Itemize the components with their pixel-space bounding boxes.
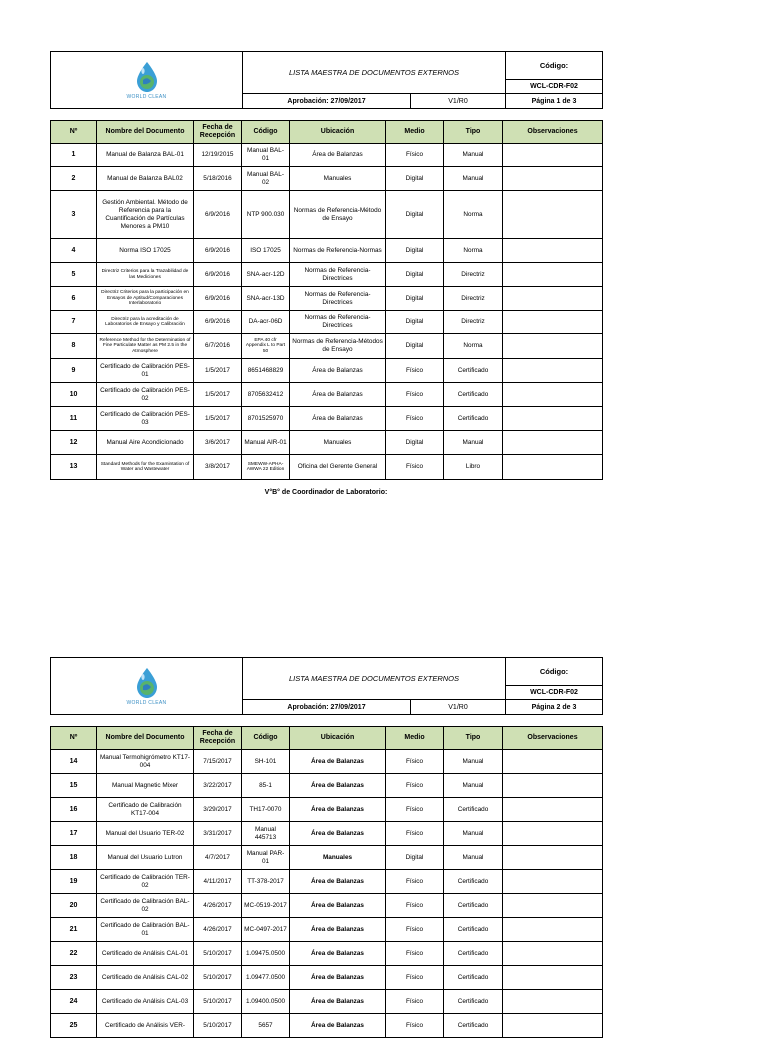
- doc-medium: Físico: [386, 750, 444, 774]
- doc-date: 7/15/2017: [194, 750, 242, 774]
- doc-date: 5/18/2016: [194, 167, 242, 191]
- col-header-nombre: Nombre del Documento: [97, 121, 194, 144]
- doc-date: 6/9/2016: [194, 239, 242, 263]
- col-header-nombre: Nombre del Documento: [97, 727, 194, 750]
- doc-code: 1.09400.0500: [242, 990, 290, 1014]
- row-number: 3: [51, 191, 97, 239]
- doc-date: 6/7/2016: [194, 334, 242, 359]
- doc-date: 1/5/2017: [194, 383, 242, 407]
- table-row: [51, 239, 603, 263]
- row-number: 22: [51, 942, 97, 966]
- world-clean-logo-icon: [134, 61, 160, 93]
- doc-code: Manual PAR-01: [242, 846, 290, 870]
- doc-name: Certificado de Análisis CAL-01: [97, 942, 194, 966]
- doc-medium: Físico: [386, 870, 444, 894]
- table-row: [51, 870, 603, 894]
- row-number: 17: [51, 822, 97, 846]
- row-number: 25: [51, 1014, 97, 1038]
- doc-date: 1/5/2017: [194, 407, 242, 431]
- doc-medium: Físico: [386, 359, 444, 383]
- doc-name: Manual del Usuario Lutron: [97, 846, 194, 870]
- codigo-label: Código:: [506, 52, 603, 80]
- row-number: 19: [51, 870, 97, 894]
- doc-location: Manuales: [290, 846, 386, 870]
- doc-type: Directriz: [444, 287, 503, 311]
- table-header-row: [51, 121, 603, 144]
- row-number: 20: [51, 894, 97, 918]
- table-row: [51, 191, 603, 239]
- doc-name: Manual de Balanza BAL-01: [97, 144, 194, 167]
- document-title: LISTA MAESTRA DE DOCUMENTOS EXTERNOS: [243, 52, 506, 94]
- table-row: [51, 407, 603, 431]
- doc-type: Certificado: [444, 359, 503, 383]
- codigo-label: Código:: [506, 658, 603, 686]
- doc-code: TT-378-2017: [242, 870, 290, 894]
- doc-location: Área de Balanzas: [290, 359, 386, 383]
- table-row: [51, 359, 603, 383]
- doc-type: Directriz: [444, 263, 503, 287]
- doc-code: NTP 900.030: [242, 191, 290, 239]
- col-header-ubicacion: Ubicación: [290, 727, 386, 750]
- doc-name: Certificado de Análisis CAL-03: [97, 990, 194, 1014]
- doc-date: 5/10/2017: [194, 990, 242, 1014]
- row-number: 16: [51, 798, 97, 822]
- doc-code: MC-0497-2017: [242, 918, 290, 942]
- doc-type: Manual: [444, 822, 503, 846]
- aprobacion: Aprobación: 27/09/2017: [243, 94, 411, 109]
- doc-name: Certificado de Calibración KT17-004: [97, 798, 194, 822]
- table-row: [51, 942, 603, 966]
- row-number: 1: [51, 144, 97, 167]
- approval-signature-label: V°B° de Coordinador de Laboratorio:: [264, 489, 388, 496]
- col-header-ubicacion: Ubicación: [290, 121, 386, 144]
- col-header-n: Nº: [51, 727, 97, 750]
- doc-observations: [503, 263, 603, 287]
- doc-type: Directriz: [444, 311, 503, 334]
- document-header: [50, 657, 603, 715]
- doc-name: Manual Termohigrómetro KT17-004: [97, 750, 194, 774]
- doc-location: Área de Balanzas: [290, 798, 386, 822]
- doc-location: Normas de Referencia-Directrices: [290, 311, 386, 334]
- doc-observations: [503, 287, 603, 311]
- doc-date: 6/9/2016: [194, 191, 242, 239]
- logo-text: WORLD CLEAN: [126, 93, 167, 100]
- doc-location: Normas de Referencia-Directrices: [290, 263, 386, 287]
- table-row: [51, 263, 603, 287]
- doc-type: Certificado: [444, 966, 503, 990]
- doc-location: Normas de Referencia-Métodos de Ensayo: [290, 334, 386, 359]
- doc-location: Área de Balanzas: [290, 774, 386, 798]
- table-row: [51, 966, 603, 990]
- doc-code: 85-1: [242, 774, 290, 798]
- doc-type: Norma: [444, 239, 503, 263]
- doc-observations: [503, 191, 603, 239]
- doc-name: Certificado de Calibración PES-01: [97, 359, 194, 383]
- doc-type: Certificado: [444, 798, 503, 822]
- row-number: 2: [51, 167, 97, 191]
- doc-observations: [503, 894, 603, 918]
- doc-observations: [503, 144, 603, 167]
- row-number: 4: [51, 239, 97, 263]
- doc-location: Área de Balanzas: [290, 383, 386, 407]
- doc-name: Reference Method for the Determination of Fine Particulate Matter as PM 2.5 in the Atmosphere: [97, 334, 194, 359]
- col-header-observaciones: Observaciones: [503, 727, 603, 750]
- doc-medium: Físico: [386, 966, 444, 990]
- doc-medium: Físico: [386, 407, 444, 431]
- table-row: [51, 750, 603, 774]
- doc-code: DA-acr-06D: [242, 311, 290, 334]
- doc-medium: Físico: [386, 990, 444, 1014]
- doc-date: 3/31/2017: [194, 822, 242, 846]
- doc-type: Norma: [444, 191, 503, 239]
- doc-type: Certificado: [444, 942, 503, 966]
- doc-date: 6/9/2016: [194, 311, 242, 334]
- table-row: [51, 287, 603, 311]
- table-row: [51, 334, 603, 359]
- doc-name: Certificado de Calibración PES-03: [97, 407, 194, 431]
- documents-table: [50, 120, 603, 480]
- doc-observations: [503, 822, 603, 846]
- doc-location: Área de Balanzas: [290, 918, 386, 942]
- doc-name: Certificado de Calibración BAL-02: [97, 894, 194, 918]
- table-row: [51, 918, 603, 942]
- doc-code: ISO 17025: [242, 239, 290, 263]
- doc-location: Normas de Referencia-Método de Ensayo: [290, 191, 386, 239]
- doc-date: 4/26/2017: [194, 894, 242, 918]
- codigo-value: WCL-CDR-F02: [506, 685, 603, 700]
- doc-location: Normas de Referencia-Directrices: [290, 287, 386, 311]
- doc-type: Manual: [444, 431, 503, 455]
- doc-observations: [503, 383, 603, 407]
- doc-code: 1.09475.0500: [242, 942, 290, 966]
- doc-observations: [503, 870, 603, 894]
- doc-medium: Físico: [386, 455, 444, 480]
- doc-date: 3/6/2017: [194, 431, 242, 455]
- doc-date: 4/7/2017: [194, 846, 242, 870]
- doc-type: Manual: [444, 144, 503, 167]
- doc-code: 8701525970: [242, 407, 290, 431]
- row-number: 15: [51, 774, 97, 798]
- table-row: [51, 383, 603, 407]
- doc-date: 4/26/2017: [194, 918, 242, 942]
- doc-date: 3/22/2017: [194, 774, 242, 798]
- doc-code: EPA 40 cfr Appendix L to Part 50: [242, 334, 290, 359]
- doc-name: Manual Aire Acondicionado: [97, 431, 194, 455]
- doc-code: TH17-0070: [242, 798, 290, 822]
- logo-text: WORLD CLEAN: [126, 699, 167, 706]
- table-row: [51, 167, 603, 191]
- doc-observations: [503, 407, 603, 431]
- doc-location: Área de Balanzas: [290, 144, 386, 167]
- table-row: [51, 431, 603, 455]
- doc-name: Directriz Criterios para la Trazabilidad de las Mediciones: [97, 263, 194, 287]
- doc-type: Certificado: [444, 407, 503, 431]
- aprobacion: Aprobación: 27/09/2017: [243, 700, 411, 715]
- codigo-value: WCL-CDR-F02: [506, 79, 603, 94]
- doc-observations: [503, 311, 603, 334]
- doc-location: Normas de Referencia-Normas: [290, 239, 386, 263]
- doc-medium: Físico: [386, 144, 444, 167]
- doc-medium: Digital: [386, 846, 444, 870]
- doc-date: 6/9/2016: [194, 263, 242, 287]
- doc-code: Manual AIR-01: [242, 431, 290, 455]
- doc-name: Certificado de Calibración TER-02: [97, 870, 194, 894]
- doc-observations: [503, 167, 603, 191]
- doc-name: Norma ISO 17025: [97, 239, 194, 263]
- doc-code: 5657: [242, 1014, 290, 1038]
- doc-date: 5/10/2017: [194, 1014, 242, 1038]
- doc-medium: Físico: [386, 774, 444, 798]
- table-row: [51, 894, 603, 918]
- doc-type: Manual: [444, 167, 503, 191]
- col-header-fecha: Fecha de Recepción: [194, 727, 242, 750]
- row-number: 5: [51, 263, 97, 287]
- table-row: [51, 455, 603, 480]
- doc-date: 3/29/2017: [194, 798, 242, 822]
- doc-location: Área de Balanzas: [290, 894, 386, 918]
- table-row: [51, 311, 603, 334]
- doc-code: MC-0519-2017: [242, 894, 290, 918]
- doc-observations: [503, 918, 603, 942]
- row-number: 12: [51, 431, 97, 455]
- doc-location: Área de Balanzas: [290, 1014, 386, 1038]
- doc-name: Manual de Balanza BAL02: [97, 167, 194, 191]
- row-number: 8: [51, 334, 97, 359]
- doc-medium: Digital: [386, 287, 444, 311]
- col-header-fecha: Fecha de Recepción: [194, 121, 242, 144]
- doc-type: Manual: [444, 774, 503, 798]
- doc-name: Directriz Criterios para la participación en Ensayos de Aptitud/Comparaciones Interlaboratorio: [97, 287, 194, 311]
- doc-code: 1.09477.0500: [242, 966, 290, 990]
- doc-location: Área de Balanzas: [290, 750, 386, 774]
- doc-medium: Físico: [386, 822, 444, 846]
- doc-type: Norma: [444, 334, 503, 359]
- doc-type: Libro: [444, 455, 503, 480]
- doc-type: Certificado: [444, 894, 503, 918]
- doc-name: Standard Methods for the Examintation of Water and Wastewater: [97, 455, 194, 480]
- doc-name: Certificado de Calibración BAL-01: [97, 918, 194, 942]
- documents-table: [50, 726, 603, 1038]
- logo-cell: [51, 52, 243, 109]
- col-header-observaciones: Observaciones: [503, 121, 603, 144]
- doc-observations: [503, 359, 603, 383]
- doc-name: Certificado de Análisis VER-: [97, 1014, 194, 1038]
- doc-observations: [503, 1014, 603, 1038]
- doc-observations: [503, 942, 603, 966]
- doc-name: Gestión Ambiental. Método de Referencia para la Cuantificación de Partículas Menores a PM10: [97, 191, 194, 239]
- doc-observations: [503, 455, 603, 480]
- doc-medium: Físico: [386, 894, 444, 918]
- doc-medium: Digital: [386, 239, 444, 263]
- doc-location: Área de Balanzas: [290, 407, 386, 431]
- doc-medium: Físico: [386, 942, 444, 966]
- row-number: 7: [51, 311, 97, 334]
- doc-code: 8651468829: [242, 359, 290, 383]
- page-number: Página 2 de 3: [506, 700, 603, 715]
- doc-type: Certificado: [444, 383, 503, 407]
- page-1: [50, 51, 602, 480]
- doc-location: Área de Balanzas: [290, 990, 386, 1014]
- doc-medium: Digital: [386, 334, 444, 359]
- doc-date: 6/9/2016: [194, 287, 242, 311]
- doc-code: Manual BAL-01: [242, 144, 290, 167]
- row-number: 6: [51, 287, 97, 311]
- col-header-medio: Medio: [386, 121, 444, 144]
- doc-date: 5/10/2017: [194, 966, 242, 990]
- doc-medium: Digital: [386, 191, 444, 239]
- col-header-n: Nº: [51, 121, 97, 144]
- doc-code: 8705632412: [242, 383, 290, 407]
- row-number: 24: [51, 990, 97, 1014]
- doc-code: SH-101: [242, 750, 290, 774]
- doc-name: Directriz para la acreditación de Laboratorios de Ensayo y Calibración: [97, 311, 194, 334]
- logo-cell: [51, 658, 243, 715]
- doc-location: Área de Balanzas: [290, 966, 386, 990]
- doc-name: Manual Magnetic Mixer: [97, 774, 194, 798]
- doc-observations: [503, 846, 603, 870]
- doc-observations: [503, 990, 603, 1014]
- doc-code: SNA-acr-12D: [242, 263, 290, 287]
- col-header-codigo: Código: [242, 121, 290, 144]
- row-number: 23: [51, 966, 97, 990]
- doc-date: 5/10/2017: [194, 942, 242, 966]
- page-2: [50, 657, 602, 1038]
- doc-observations: [503, 798, 603, 822]
- doc-type: Certificado: [444, 1014, 503, 1038]
- row-number: 18: [51, 846, 97, 870]
- version: V1/R0: [411, 94, 506, 109]
- doc-medium: Físico: [386, 798, 444, 822]
- table-row: [51, 1014, 603, 1038]
- doc-code: SMEWW-APHA-AWWA 22 Edition: [242, 455, 290, 480]
- doc-location: Área de Balanzas: [290, 822, 386, 846]
- table-row: [51, 990, 603, 1014]
- doc-observations: [503, 334, 603, 359]
- table-row: [51, 846, 603, 870]
- doc-name: Certificado de Calibración PES-02: [97, 383, 194, 407]
- doc-medium: Digital: [386, 311, 444, 334]
- table-row: [51, 144, 603, 167]
- doc-medium: Digital: [386, 263, 444, 287]
- col-header-medio: Medio: [386, 727, 444, 750]
- row-number: 13: [51, 455, 97, 480]
- doc-name: Manual del Usuario TER-02: [97, 822, 194, 846]
- doc-type: Manual: [444, 846, 503, 870]
- doc-type: Certificado: [444, 870, 503, 894]
- row-number: 9: [51, 359, 97, 383]
- row-number: 14: [51, 750, 97, 774]
- row-number: 10: [51, 383, 97, 407]
- document-title: LISTA MAESTRA DE DOCUMENTOS EXTERNOS: [243, 658, 506, 700]
- doc-location: Oficina del Gerente General: [290, 455, 386, 480]
- document-header: [50, 51, 603, 109]
- page-number: Página 1 de 3: [506, 94, 603, 109]
- doc-date: 1/5/2017: [194, 359, 242, 383]
- row-number: 21: [51, 918, 97, 942]
- world-clean-logo-icon: [134, 667, 160, 699]
- doc-location: Área de Balanzas: [290, 942, 386, 966]
- doc-medium: Digital: [386, 431, 444, 455]
- doc-type: Certificado: [444, 990, 503, 1014]
- version: V1/R0: [411, 700, 506, 715]
- doc-medium: Físico: [386, 1014, 444, 1038]
- table-row: [51, 822, 603, 846]
- row-number: 11: [51, 407, 97, 431]
- doc-medium: Físico: [386, 918, 444, 942]
- table-row: [51, 798, 603, 822]
- doc-code: Manual BAL-02: [242, 167, 290, 191]
- doc-medium: Digital: [386, 167, 444, 191]
- col-header-codigo: Código: [242, 727, 290, 750]
- table-row: [51, 774, 603, 798]
- doc-date: 3/8/2017: [194, 455, 242, 480]
- doc-code: SNA-acr-13D: [242, 287, 290, 311]
- doc-observations: [503, 774, 603, 798]
- doc-medium: Físico: [386, 383, 444, 407]
- doc-location: Manuales: [290, 431, 386, 455]
- col-header-tipo: Tipo: [444, 727, 503, 750]
- table-header-row: [51, 727, 603, 750]
- doc-observations: [503, 431, 603, 455]
- doc-observations: [503, 750, 603, 774]
- col-header-tipo: Tipo: [444, 121, 503, 144]
- doc-type: Certificado: [444, 918, 503, 942]
- doc-date: 4/11/2017: [194, 870, 242, 894]
- doc-date: 12/19/2015: [194, 144, 242, 167]
- doc-observations: [503, 239, 603, 263]
- doc-name: Certificado de Análisis CAL-02: [97, 966, 194, 990]
- doc-type: Manual: [444, 750, 503, 774]
- doc-code: Manual 445713: [242, 822, 290, 846]
- doc-location: Área de Balanzas: [290, 870, 386, 894]
- doc-observations: [503, 966, 603, 990]
- doc-location: Manuales: [290, 167, 386, 191]
